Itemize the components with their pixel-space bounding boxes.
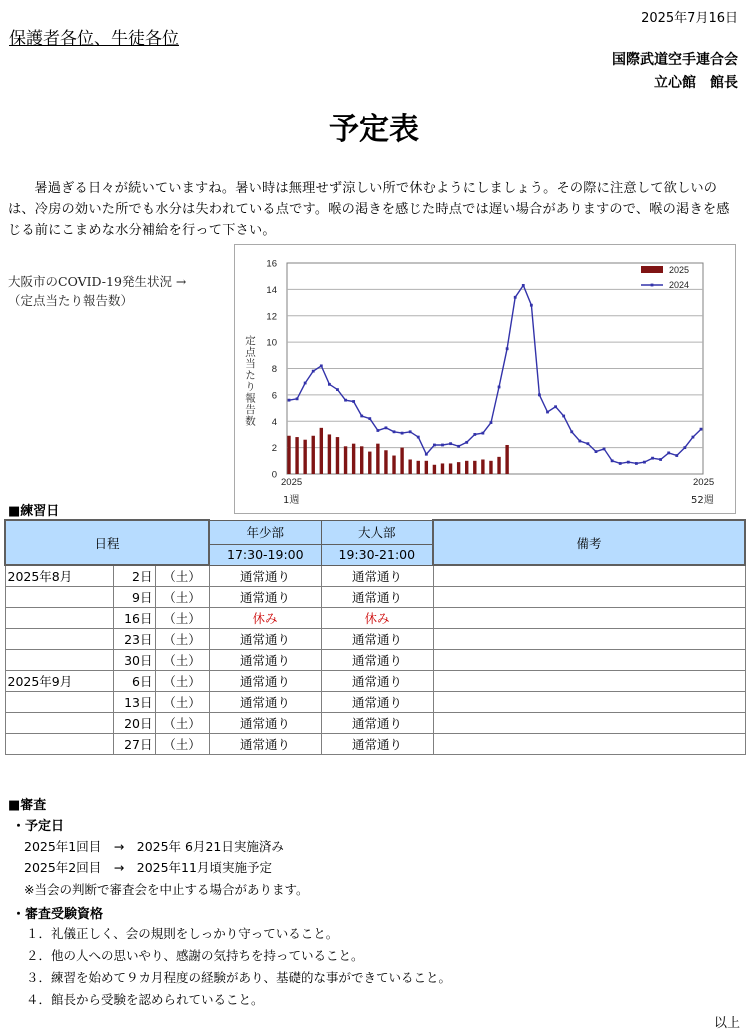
adult-status-cell: 通常通り: [321, 587, 433, 608]
bar-2025: [344, 446, 347, 474]
point-2024: [570, 430, 573, 433]
day-cell: 23日: [113, 629, 155, 650]
bar-2025: [376, 444, 379, 474]
month-cell: 2025年8月: [5, 565, 113, 587]
point-2024: [683, 446, 686, 449]
exam-heading: ■審査: [8, 798, 47, 813]
point-2024: [409, 430, 412, 433]
y-tick-label: 16: [266, 258, 277, 270]
notes-cell: [433, 713, 745, 734]
point-2024: [692, 436, 695, 439]
point-2024: [611, 459, 614, 462]
point-2024: [473, 433, 476, 436]
point-2024: [619, 462, 622, 465]
adult-status-cell: 通常通り: [321, 692, 433, 713]
point-2024: [546, 411, 549, 414]
covid-chart: [234, 244, 736, 514]
y-tick-label: 10: [266, 337, 277, 349]
weekday-cell: （土）: [155, 692, 209, 713]
y-tick-label: 4: [271, 416, 277, 428]
table-row: [5, 734, 745, 755]
header-junior-time: 17:30-19:00: [209, 544, 321, 565]
weekday-cell: （土）: [155, 587, 209, 608]
legend-marker-2024: [651, 284, 654, 287]
day-cell: 30日: [113, 650, 155, 671]
chart-canvas: [235, 245, 735, 513]
x-label-right-week: 52週: [691, 495, 714, 506]
point-2024: [465, 441, 468, 444]
junior-status-cell: 通常通り: [209, 692, 321, 713]
y-tick-label: 12: [266, 311, 277, 323]
adult-status-cell: 通常通り: [321, 671, 433, 692]
point-2024: [449, 442, 452, 445]
bar-2025: [295, 437, 298, 474]
point-2024: [328, 383, 331, 386]
legend-label-2025: 2025: [669, 265, 690, 275]
bar-2025: [481, 459, 484, 474]
x-label-right-year: 2025: [693, 477, 715, 488]
table-row: [5, 692, 745, 713]
point-2024: [312, 370, 315, 373]
bar-2025: [489, 461, 492, 474]
point-2024: [530, 304, 533, 307]
point-2024: [651, 457, 654, 460]
chart-caption-line-2: （定点当たり報告数）: [8, 293, 134, 308]
bar-2025: [320, 428, 323, 474]
legend-swatch-2025: [641, 266, 663, 273]
point-2024: [368, 417, 371, 420]
point-2024: [401, 432, 404, 435]
table-row: [5, 629, 745, 650]
bar-2025: [441, 463, 444, 474]
adult-status-cell: 通常通り: [321, 734, 433, 755]
point-2024: [635, 462, 638, 465]
junior-status-cell: 通常通り: [209, 713, 321, 734]
table-row: [5, 650, 745, 671]
bar-2025: [312, 436, 315, 474]
bar-2025: [457, 462, 460, 474]
y-tick-label: 0: [271, 469, 277, 481]
y-tick-label: 14: [266, 284, 277, 296]
organization-name: 国際武道空手連合会: [612, 52, 738, 68]
bar-2025: [449, 463, 452, 474]
day-cell: 6日: [113, 671, 155, 692]
point-2024: [490, 421, 493, 424]
point-2024: [643, 461, 646, 464]
bar-2025: [303, 440, 306, 474]
bar-2025: [497, 457, 500, 474]
practice-schedule-table: [4, 519, 746, 755]
y-tick-label: 6: [271, 390, 277, 402]
bar-2025: [400, 448, 403, 474]
month-cell: 2025年9月: [5, 671, 113, 692]
bar-2025: [465, 461, 468, 474]
month-cell: [5, 734, 113, 755]
document-date: 2025年7月16日: [641, 11, 738, 26]
point-2024: [344, 399, 347, 402]
exam-date-line-1: 2025年1回目 → 2025年 6月21日実施済み: [24, 839, 284, 854]
month-cell: [5, 608, 113, 629]
bar-2025: [505, 445, 508, 474]
day-cell: 13日: [113, 692, 155, 713]
table-row: [5, 565, 745, 587]
junior-status-cell: 通常通り: [209, 565, 321, 587]
point-2024: [603, 448, 606, 451]
point-2024: [304, 382, 307, 385]
notes-cell: [433, 692, 745, 713]
y-tick-label: 2: [271, 443, 277, 455]
adult-status-cell: 通常通り: [321, 713, 433, 734]
adult-status-cell: 通常通り: [321, 565, 433, 587]
bar-2025: [473, 461, 476, 474]
bar-2025: [360, 446, 363, 474]
point-2024: [700, 428, 703, 431]
month-cell: [5, 587, 113, 608]
point-2024: [433, 444, 436, 447]
point-2024: [595, 450, 598, 453]
point-2024: [393, 430, 396, 433]
exam-note: ※当会の判断で審査会を中止する場合があります。: [24, 882, 309, 897]
adult-status-cell: 休み: [321, 608, 433, 629]
bar-2025: [392, 456, 395, 474]
point-2024: [320, 364, 323, 367]
day-cell: 9日: [113, 587, 155, 608]
junior-status-cell: 通常通り: [209, 650, 321, 671]
page-title: 予定表: [329, 112, 419, 147]
legend-label-2024: 2024: [669, 280, 690, 290]
point-2024: [514, 296, 517, 299]
month-cell: [5, 650, 113, 671]
point-2024: [675, 454, 678, 457]
junior-status-cell: 休み: [209, 608, 321, 629]
exam-date-line-2: 2025年2回目 → 2025年11月頃実施予定: [24, 860, 272, 875]
point-2024: [481, 432, 484, 435]
table-row: [5, 671, 745, 692]
weekday-cell: （土）: [155, 713, 209, 734]
table-row: [5, 713, 745, 734]
exam-dates-heading: ・予定日: [12, 819, 65, 834]
chart-caption-line-1: 大阪市のCOVID-19発生状況 →: [8, 274, 187, 289]
bar-2025: [336, 437, 339, 474]
month-cell: [5, 692, 113, 713]
intro-paragraph: 暑過ぎる日々が続いていますね。暑い時は無理せず涼しい所で休むようにしましょう。その際に注意して欲しいのは、冷房の効いた所でも水分は失われている点です。喉の渇きを感じた時点では遅い場合がありますので、喉の渇きを感じる前にこまめな水分補給を行って下さい。: [8, 181, 730, 238]
bar-2025: [328, 434, 331, 474]
day-cell: 20日: [113, 713, 155, 734]
weekday-cell: （土）: [155, 734, 209, 755]
weekday-cell: （土）: [155, 629, 209, 650]
header-schedule: 日程: [5, 520, 209, 565]
weekday-cell: （土）: [155, 565, 209, 587]
qualification-item: ４．館長から受験を認められていること。: [26, 992, 264, 1007]
notes-cell: [433, 565, 745, 587]
point-2024: [288, 399, 291, 402]
bar-2025: [368, 452, 371, 474]
header-adult: 大人部: [321, 520, 433, 544]
point-2024: [587, 442, 590, 445]
point-2024: [296, 397, 299, 400]
table-row: [5, 587, 745, 608]
day-cell: 16日: [113, 608, 155, 629]
point-2024: [627, 461, 630, 464]
point-2024: [554, 405, 557, 408]
point-2024: [578, 440, 581, 443]
bar-2025: [352, 444, 355, 474]
line-2024: [289, 285, 701, 463]
qualification-item: ２．他の人への思いやり、感謝の気持ちを持っていること。: [26, 948, 364, 963]
sender-name: 立心館 館長: [654, 75, 738, 91]
bar-2025: [417, 461, 420, 474]
point-2024: [659, 458, 662, 461]
weekday-cell: （土）: [155, 671, 209, 692]
practice-heading: ■練習日: [8, 504, 60, 519]
junior-status-cell: 通常通り: [209, 587, 321, 608]
y-axis-label: 定点当たり報告数: [244, 335, 256, 427]
day-cell: 27日: [113, 734, 155, 755]
bar-2025: [408, 459, 411, 474]
qualification-item: １．礼儀正しく、会の規則をしっかり守っていること。: [26, 926, 339, 941]
y-tick-label: 8: [271, 364, 277, 375]
point-2024: [376, 429, 379, 432]
x-label-left-week: 1週: [283, 495, 300, 506]
point-2024: [360, 415, 363, 418]
junior-status-cell: 通常通り: [209, 629, 321, 650]
bar-2025: [425, 461, 428, 474]
point-2024: [336, 388, 339, 391]
bar-2025: [287, 436, 290, 474]
bar-2025: [433, 465, 436, 474]
chart-caption: [8, 272, 186, 310]
bar-2025: [384, 450, 387, 474]
point-2024: [417, 436, 420, 439]
point-2024: [522, 284, 525, 287]
header-notes: 備考: [433, 520, 745, 565]
day-cell: 2日: [113, 565, 155, 587]
point-2024: [562, 415, 565, 418]
junior-status-cell: 通常通り: [209, 671, 321, 692]
point-2024: [385, 426, 388, 429]
closing-mark: 以上: [713, 1016, 740, 1031]
point-2024: [425, 453, 428, 456]
adult-status-cell: 通常通り: [321, 629, 433, 650]
point-2024: [667, 452, 670, 455]
header-adult-time: 19:30-21:00: [321, 544, 433, 565]
schedule-body: [5, 565, 745, 755]
month-cell: [5, 713, 113, 734]
x-label-left-year: 2025: [281, 477, 303, 488]
notes-cell: [433, 629, 745, 650]
weekday-cell: （土）: [155, 608, 209, 629]
notes-cell: [433, 608, 745, 629]
recipients-line: 保護者各位、牛徒各位: [9, 29, 179, 49]
point-2024: [457, 445, 460, 448]
month-cell: [5, 629, 113, 650]
qualification-heading: ・審査受験資格: [12, 907, 104, 922]
qualification-item: ３．練習を始めて９カ月程度の経験があり、基礎的な事ができていること。: [26, 970, 452, 985]
notes-cell: [433, 587, 745, 608]
notes-cell: [433, 734, 745, 755]
weekday-cell: （土）: [155, 650, 209, 671]
notes-cell: [433, 671, 745, 692]
point-2024: [352, 400, 355, 403]
point-2024: [506, 347, 509, 350]
point-2024: [498, 386, 501, 389]
table-row: [5, 608, 745, 629]
junior-status-cell: 通常通り: [209, 734, 321, 755]
point-2024: [441, 444, 444, 447]
header-junior: 年少部: [209, 520, 321, 544]
point-2024: [538, 393, 541, 396]
adult-status-cell: 通常通り: [321, 650, 433, 671]
notes-cell: [433, 650, 745, 671]
